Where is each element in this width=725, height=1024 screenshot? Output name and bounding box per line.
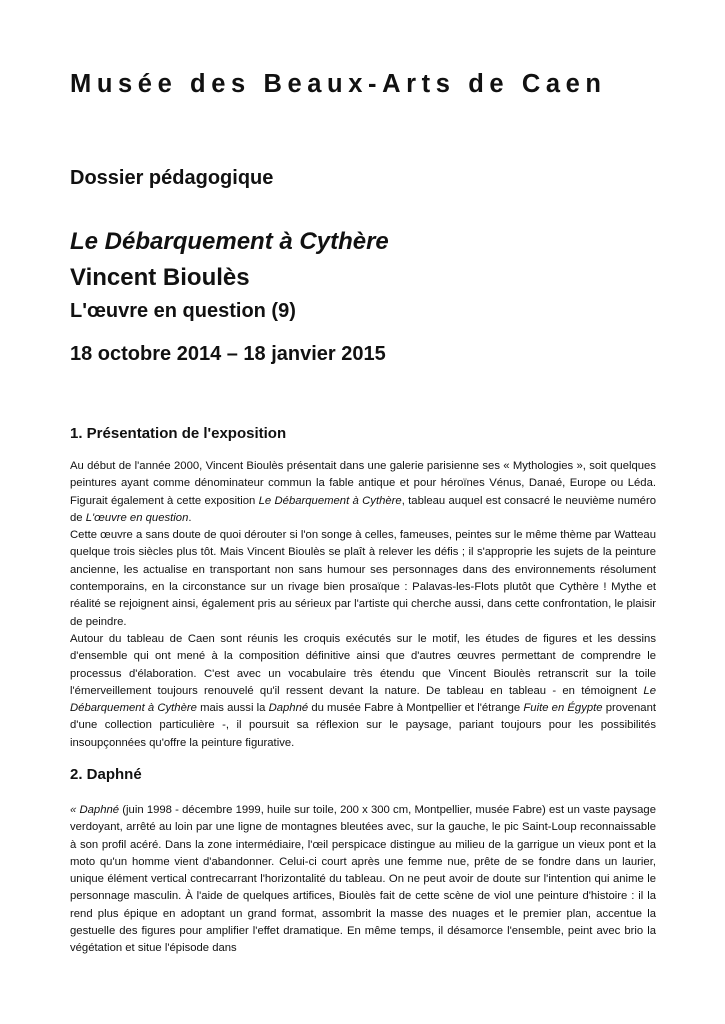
paragraph [70, 458, 656, 527]
section-body-daphne [70, 802, 656, 958]
section-heading-presentation: 1. Présentation de l'exposition [70, 425, 287, 442]
italic-title: Daphné [268, 702, 309, 715]
italic-title: « Daphné [70, 804, 120, 816]
text-run: provenant d'une collection particulière -, il poursuit sa réflexion sur le paysage, pariant toujours pour les possibilités insoupçonnées qu'offre la peinture figurative. [70, 702, 656, 749]
text-run: Au début de l'année 2000, Vincent Bioulès présentait dans une galerie parisienne ses « Mythologies », soit quelques peintures ayant comme dénominateur commun la fable antique et pour héroïnes Vénus, Danaé, Europe ou Léda. Figurait également à cette exposition [70, 460, 656, 507]
text-run: mais aussi la [196, 702, 269, 715]
exhibition-dates: 18 octobre 2014 – 18 janvier 2015 [70, 343, 386, 365]
italic-title: L'œuvre en question [85, 511, 189, 524]
italic-title: Le Débarquement à Cythère [258, 494, 402, 507]
dossier-label: Dossier pédagogique [70, 167, 274, 189]
work-title: Le Débarquement à Cythère [70, 228, 389, 255]
italic-title: Le Débarquement à Cythère [70, 684, 656, 715]
paragraph [70, 802, 656, 958]
section-body-presentation [70, 458, 656, 752]
paragraph: Cette œuvre a sans doute de quoi dérouter si l'on songe à celles, fameuses, peintes sur le même thème par Watteau quelque trois siècles plus tôt. Mais Vincent Bioulès se plaît à relever les défis ; il s'approprie les sujets de la peinture ancienne, les actualise en transportant non sans humour ses personnages dans des environnements résolument contemporains, en la circonstance sur un rivage bien prosaïque : Palavas-les-Flots plutôt que Cythère ! Mythe et réalité se rejoignent ainsi, également pris au sérieux par l'artiste qui cherche aussi, dans cette confrontation, le plaisir de peindre. [70, 529, 656, 628]
museum-title: Musée des Beaux-Arts de Caen [70, 70, 607, 98]
italic-title: Fuite en Égypte [523, 702, 603, 715]
text-run: (juin 1998 - décembre 1999, huile sur toile, 200 x 300 cm, Montpellier, musée Fabre) est un vaste paysage verdoyant, arrêté au loin par une ligne de montagnes bleutées avec, sur la gauche, le pic Saint-Loup reconnaissable à son profil acéré. Dans la zone intermédiaire, l'œil perspicace distingue au milieu de la garrigue un vieux pont et la moto qu'un homme vient d'abandonner. Celui-ci court après une femme nue, prête de se fondre dans un laurier, unique élément vertical contrecarrant l'horizontalité du tableau. On ne peut avoir de doute sur l'intention qui anime le personnage masculin. À l'aide de quelques artifices, Bioulès fait de cette scène de viol une peinture d'histoire : il la rend plus épique en adoptant un grand format, assombrit la masse des nuages et le premier plan, accentue la gestuelle des figures pour amplifier l'effet dramatique. En même temps, il désamorce l'ensemble, peint avec brio la végétation et situe l'épisode dans [70, 804, 656, 955]
text-run: du musée Fabre à Montpellier et l'étrange [308, 702, 524, 715]
text-run: . [188, 511, 192, 524]
artist-name: Vincent Bioulès [70, 264, 250, 291]
text-run: Autour du tableau de Caen sont réunis les croquis exécutés sur le motif, les études de figures et les dessins d'ensemble qui ont mené à la composition définitive ainsi que d'autres œuvres permettant de comprendre le processus d'élaboration. C'est avec un vocabulaire très étendu que Vincent Bioulès retranscrit sur la toile l'émerveillement toujours renouvelé qu'il ressent devant la nature. De tableau en tableau - en témoignent [70, 632, 656, 697]
section-heading-daphne: 2. Daphné [70, 766, 142, 783]
series-label: L'œuvre en question (9) [70, 300, 296, 322]
paragraph [70, 631, 656, 752]
text-run: , tableau auquel est consacré le neuvième numéro de [70, 494, 656, 524]
